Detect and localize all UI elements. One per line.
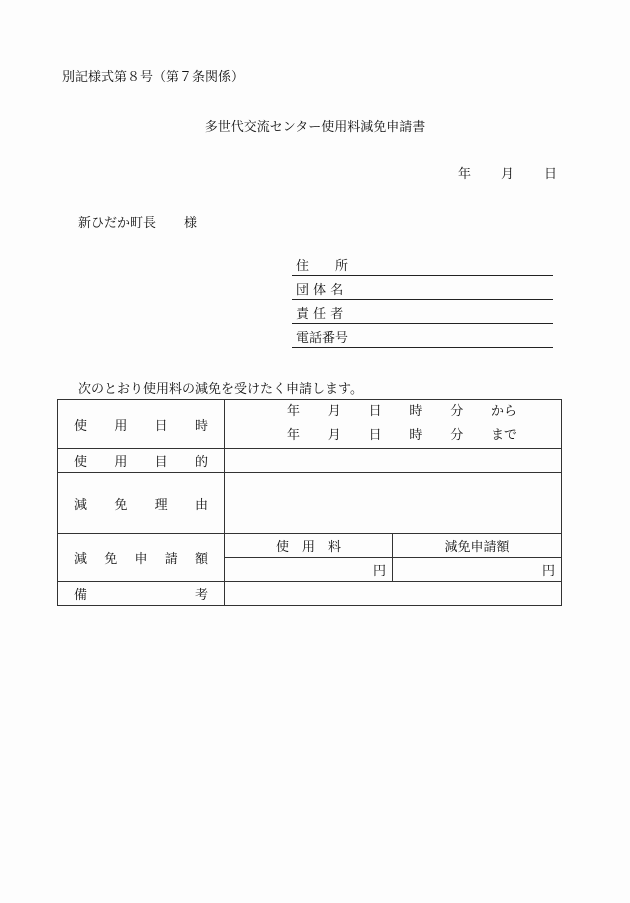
dt-unit: 月	[327, 404, 341, 419]
datetime-from	[225, 400, 561, 424]
dt-unit: 日	[368, 404, 382, 419]
purpose-row	[58, 449, 562, 473]
label-char: 考	[194, 588, 208, 603]
application-table	[57, 399, 562, 606]
address-field[interactable]	[292, 258, 553, 276]
reduction-header: 減免申請額	[393, 534, 562, 558]
label-char: 減	[74, 552, 88, 567]
dt-unit: 時	[409, 404, 423, 419]
label-char: 時	[194, 418, 208, 434]
reduction-value[interactable]: 円	[393, 558, 562, 582]
fee-value[interactable]: 円	[225, 558, 393, 582]
label-char: 用	[114, 418, 128, 434]
reason-row	[58, 473, 562, 534]
phone-field[interactable]	[292, 330, 553, 348]
representative-label: 責 任 者	[296, 307, 344, 322]
dt-unit: 年	[287, 404, 301, 419]
remarks-value[interactable]	[225, 582, 562, 606]
label-char: 免	[114, 497, 128, 513]
usage-datetime-row	[58, 400, 562, 449]
remarks-row	[58, 582, 562, 606]
label-char: 由	[194, 497, 208, 513]
label-char: 的	[194, 455, 208, 470]
label-char: 減	[74, 497, 88, 513]
form-reference: 別記様式第８号（第７条関係）	[62, 70, 245, 85]
label-char: 使	[74, 455, 88, 470]
datetime-to	[225, 424, 561, 448]
addressee	[78, 212, 197, 231]
address-label: 住 所	[296, 259, 349, 274]
intro-text: 次のとおり使用料の減免を受けたく申請します。	[78, 382, 363, 397]
phone-label: 電話番号	[296, 331, 349, 346]
usage-datetime-value[interactable]	[225, 400, 562, 449]
reason-label	[58, 473, 225, 534]
label-char: 額	[194, 552, 208, 567]
label-char: 申	[134, 552, 148, 567]
date-day: 日	[544, 167, 558, 182]
dt-unit: まで	[490, 428, 517, 443]
usage-datetime-label	[58, 400, 225, 449]
label-char: 請	[164, 552, 178, 567]
purpose-value[interactable]	[225, 449, 562, 473]
remarks-label	[58, 582, 225, 606]
dt-unit: 時	[409, 428, 423, 443]
group-name-label: 団 体 名	[296, 283, 344, 298]
label-char: 免	[104, 552, 118, 567]
label-char: 目	[154, 455, 168, 470]
dt-unit: から	[490, 404, 517, 419]
group-name-field[interactable]	[292, 282, 553, 300]
label-char: 備	[74, 588, 88, 603]
representative-field[interactable]	[292, 306, 553, 324]
date-month: 月	[501, 167, 515, 182]
amount-header-row	[58, 534, 562, 558]
fee-header: 使 用 料	[225, 534, 393, 558]
label-char: 日	[154, 418, 168, 434]
amount-label	[58, 534, 225, 582]
dt-unit: 月	[327, 428, 341, 443]
label-char: 使	[74, 418, 88, 434]
dt-unit: 分	[450, 404, 464, 419]
document-title: 多世代交流センター使用料減免申請書	[204, 120, 426, 135]
label-char: 理	[154, 497, 168, 513]
reason-value[interactable]	[225, 473, 562, 534]
addressee-honorific: 様	[184, 216, 198, 231]
date-line	[458, 163, 557, 182]
dt-unit: 日	[368, 428, 382, 443]
addressee-name: 新ひだか町長	[78, 216, 157, 231]
purpose-label	[58, 449, 225, 473]
date-year: 年	[458, 167, 472, 182]
label-char: 用	[114, 455, 128, 470]
dt-unit: 分	[450, 428, 464, 443]
dt-unit: 年	[287, 428, 301, 443]
